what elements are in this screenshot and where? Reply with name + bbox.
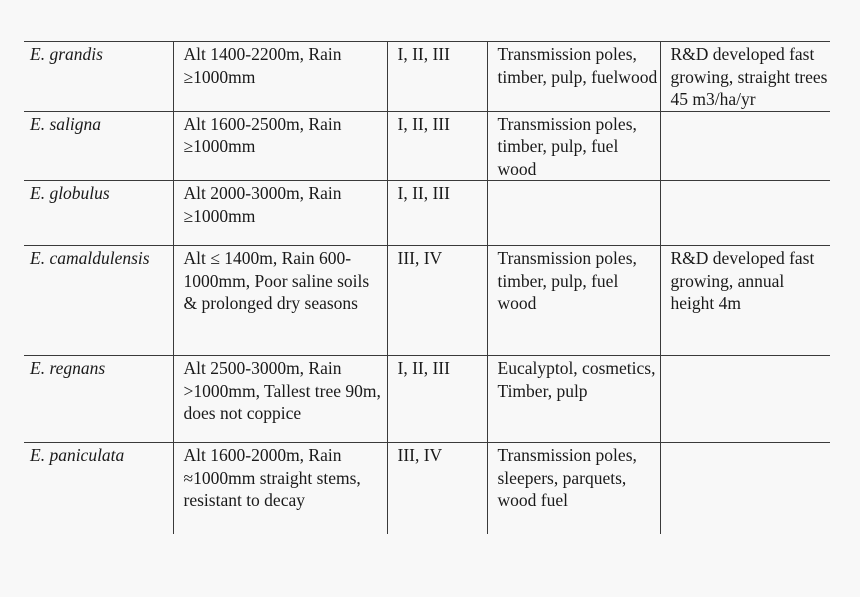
species-name: E. grandis (24, 42, 173, 112)
table-row (24, 356, 830, 443)
notes (660, 111, 830, 181)
uses: Transmission poles, sleepers, parquets, wood fuel (487, 443, 660, 535)
site-conditions: Alt 1400-2200m, Rain ≥1000mm (173, 42, 387, 112)
zones: I, II, III (387, 42, 487, 112)
notes (660, 443, 830, 535)
uses: Transmission poles, timber, pulp, fuelwood (487, 42, 660, 112)
zones: III, IV (387, 443, 487, 535)
zones: I, II, III (387, 111, 487, 181)
site-conditions: Alt 1600-2500m, Rain ≥1000mm (173, 111, 387, 181)
table-row (24, 443, 830, 535)
table-row (24, 246, 830, 356)
site-conditions: Alt 1600-2000m, Rain ≈1000mm straight stems, resistant to decay (173, 443, 387, 535)
zones: III, IV (387, 246, 487, 356)
species-name: E. camaldulensis (24, 246, 173, 356)
notes (660, 356, 830, 443)
species-name: E. globulus (24, 181, 173, 246)
species-table (24, 41, 830, 534)
notes (660, 181, 830, 246)
uses (487, 181, 660, 246)
uses: Eucalyptol, cosmetics, Timber, pulp (487, 356, 660, 443)
uses: Transmission poles, timber, pulp, fuel wood (487, 246, 660, 356)
table-row (24, 111, 830, 181)
table-row (24, 181, 830, 246)
zones: I, II, III (387, 181, 487, 246)
zones: I, II, III (387, 356, 487, 443)
site-conditions: Alt ≤ 1400m, Rain 600-1000mm, Poor saline soils & prolonged dry seasons (173, 246, 387, 356)
table-row (24, 42, 830, 112)
notes: R&D developed fast growing, annual height 4m (660, 246, 830, 356)
species-name: E. regnans (24, 356, 173, 443)
species-name: E. saligna (24, 111, 173, 181)
notes: R&D developed fast growing, straight trees 45 m3/ha/yr (660, 42, 830, 112)
site-conditions: Alt 2500-3000m, Rain >1000mm, Tallest tree 90m, does not coppice (173, 356, 387, 443)
species-name: E. paniculata (24, 443, 173, 535)
uses: Transmission poles, timber, pulp, fuel wood (487, 111, 660, 181)
site-conditions: Alt 2000-3000m, Rain ≥1000mm (173, 181, 387, 246)
